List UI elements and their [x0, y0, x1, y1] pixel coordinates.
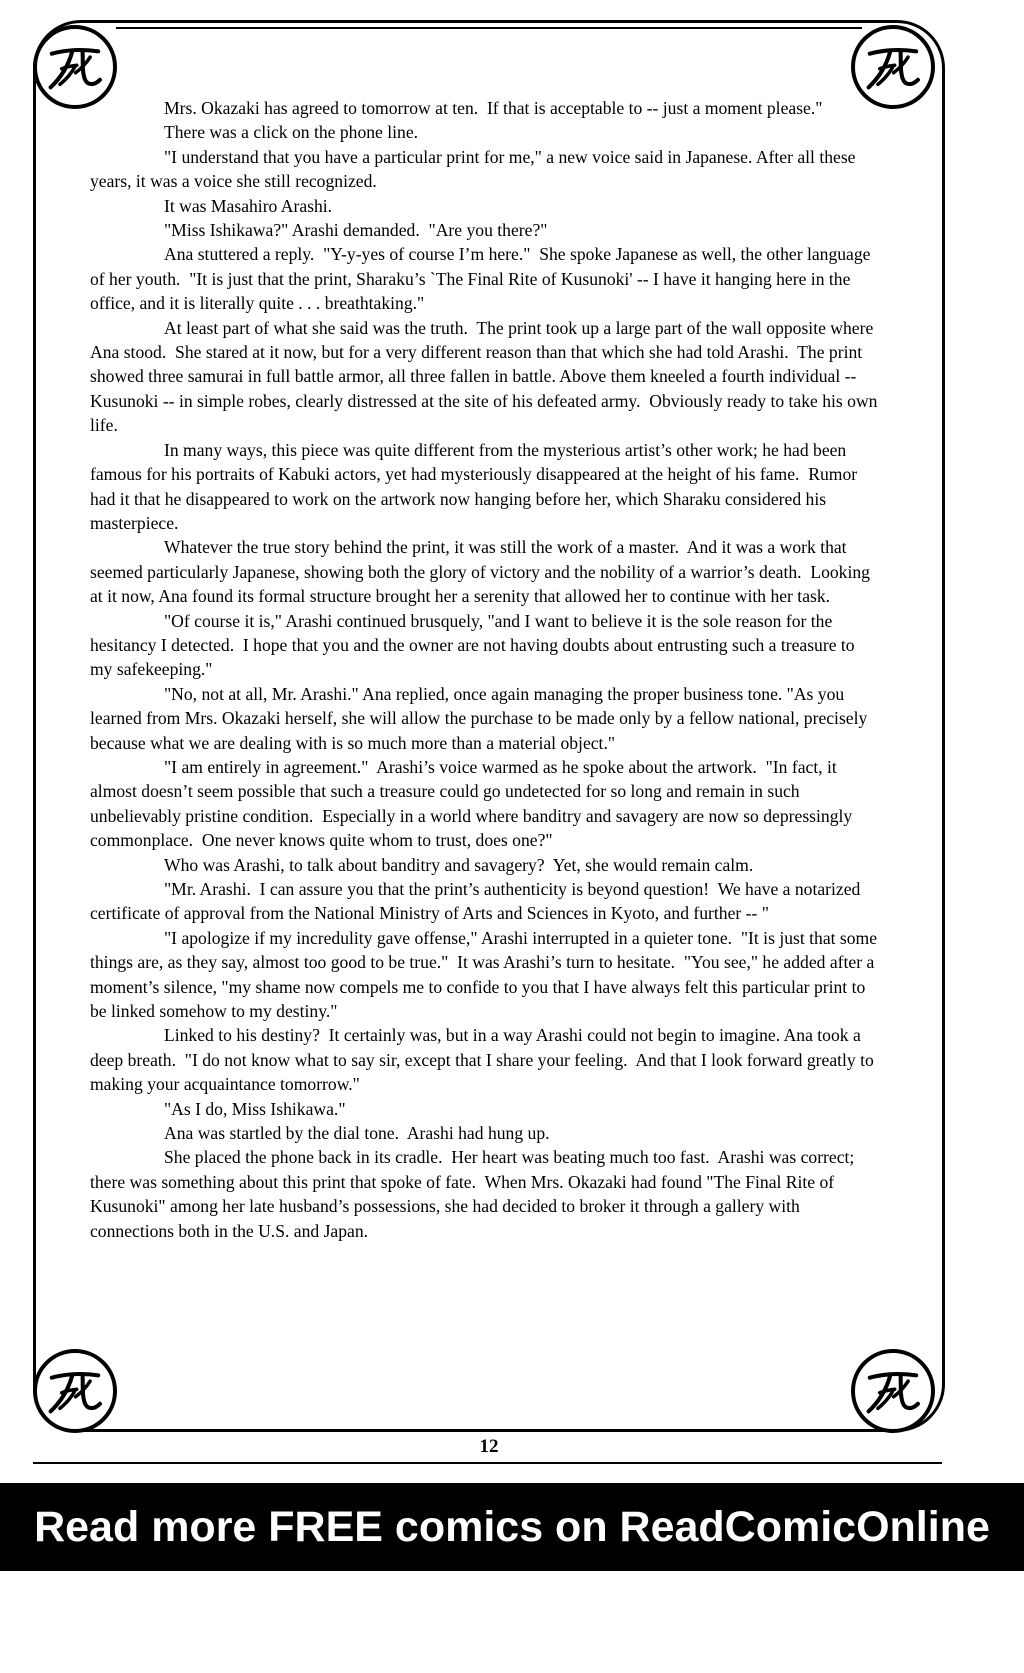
death-kanji-glyph	[46, 38, 104, 96]
story-text	[90, 96, 880, 1243]
paragraph: "I apologize if my incredulity gave offense," Arashi interrupted in a quieter tone. "It is just that some things are, as they say, almost too good to be true." It was Arashi’s turn to hesitate. "You see," he added after a moment’s silence, "my shame now compels me to confide to you that I have always felt this particular print to be linked somehow to my destiny."	[90, 927, 882, 1022]
paragraph: "I am entirely in agreement." Arashi’s voice warmed as he spoke about the artwork. "In fact, it almost doesn’t seem possible that such a treasure could go undetected for so long and remain in such unbelievably pristine condition. Especially in a world where banditry and savagery are now so depressingly commonplace. One never knows quite whom to trust, does one?"	[90, 756, 857, 851]
paragraph: In many ways, this piece was quite different from the mysterious artist’s other work; he had been famous for his portraits of Kabuki actors, yet had mysteriously disappeared at the height of his fame. Rumor had it that he disappeared to work on the artwork now hanging before her, which Sharaku considered his masterpiece.	[90, 439, 862, 533]
paragraph: "Miss Ishikawa?" Arashi demanded. "Are you there?"	[164, 220, 548, 241]
footer-banner[interactable]	[0, 1483, 1024, 1571]
paragraph: "I understand that you have a particular print for me," a new voice said in Japanese. After all these years, it was a voice she still recognized.	[90, 146, 860, 192]
border-inner-line	[116, 27, 862, 29]
footer-divider	[33, 1462, 942, 1464]
paragraph: Ana was startled by the dial tone. Arashi had hung up.	[164, 1123, 550, 1144]
death-kanji-glyph	[46, 1362, 104, 1420]
death-kanji-icon	[33, 1349, 117, 1433]
death-kanji-glyph	[864, 38, 922, 96]
death-kanji-glyph	[864, 1362, 922, 1420]
paragraph: "Of course it is," Arashi continued brusquely, "and I want to believe it is the sole reason for the hesitancy I detected. I hope that you and the owner are not having doubts about entrusting such a treasure to my safekeeping."	[90, 610, 860, 680]
paragraph: Mrs. Okazaki has agreed to tomorrow at ten. If that is acceptable to -- just a moment please."	[164, 98, 823, 118]
page-number: 12	[479, 1436, 499, 1457]
paragraph: At least part of what she said was the truth. The print took up a large part of the wall opposite where Ana stood. She stared at it now, but for a very different reason than that which she had told Arashi. The print showed three samurai in full battle armor, all three fallen in battle. Above them kneeled a fourth individual -- Kusunoki -- in simple robes, clearly distressed at the site of his defeated army. Obviously ready to take his own life.	[90, 317, 882, 436]
paragraph: "Mr. Arashi. I can assure you that the print’s authenticity is beyond question! We have a notarized certificate of approval from the National Ministry of Arts and Sciences in Kyoto, and further -- "	[90, 879, 865, 924]
paragraph: Linked to his destiny? It certainly was, but in a way Arashi could not begin to imagine. Ana took a deep breath. "I do not know what to say sir, except that I share your feeling. And that I look forward greatly to making your acquaintance tomorrow."	[90, 1025, 879, 1095]
paragraph: She placed the phone back in its cradle. Her heart was beating much too fast. Arashi was correct; there was something about this print that spoke of fate. When Mrs. Okazaki had found "The Final Rite of Kusunoki" among her late husband’s possessions, she had decided to broker it through a gallery with connections both in the U.S. and Japan.	[90, 1147, 859, 1241]
paragraph: Whatever the true story behind the print, it was still the work of a master. And it was a work that seemed particularly Japanese, showing both the glory of victory and the nobility of a warrior’s death. Looking at it now, Ana found its formal structure brought her a serenity that allowed her to continue with her task.	[90, 537, 875, 607]
paragraph: "As I do, Miss Ishikawa."	[164, 1098, 346, 1119]
paragraph: "No, not at all, Mr. Arashi." Ana replied, once again managing the proper business tone. "As you learned from Mrs. Okazaki herself, she will allow the purchase to be made only by a fellow national, precisely because what we are dealing with is so much more than a material object."	[90, 683, 872, 753]
paragraph: Ana stuttered a reply. "Y-y-yes of course I’m here." She spoke Japanese as well, the other language of her youth. "It is just that the print, Sharaku’s `The Final Rite of Kusunoki' -- I have it hanging here in the office, and it is literally quite . . . breathtaking."	[90, 244, 875, 314]
footer-banner-text[interactable]: Read more FREE comics on ReadComicOnline	[34, 1502, 990, 1551]
death-kanji-icon	[851, 1349, 935, 1433]
paragraph: Who was Arashi, to talk about banditry and savagery? Yet, she would remain calm.	[164, 854, 754, 875]
paragraph: It was Masahiro Arashi.	[164, 195, 333, 216]
paragraph: There was a click on the phone line.	[164, 122, 419, 143]
